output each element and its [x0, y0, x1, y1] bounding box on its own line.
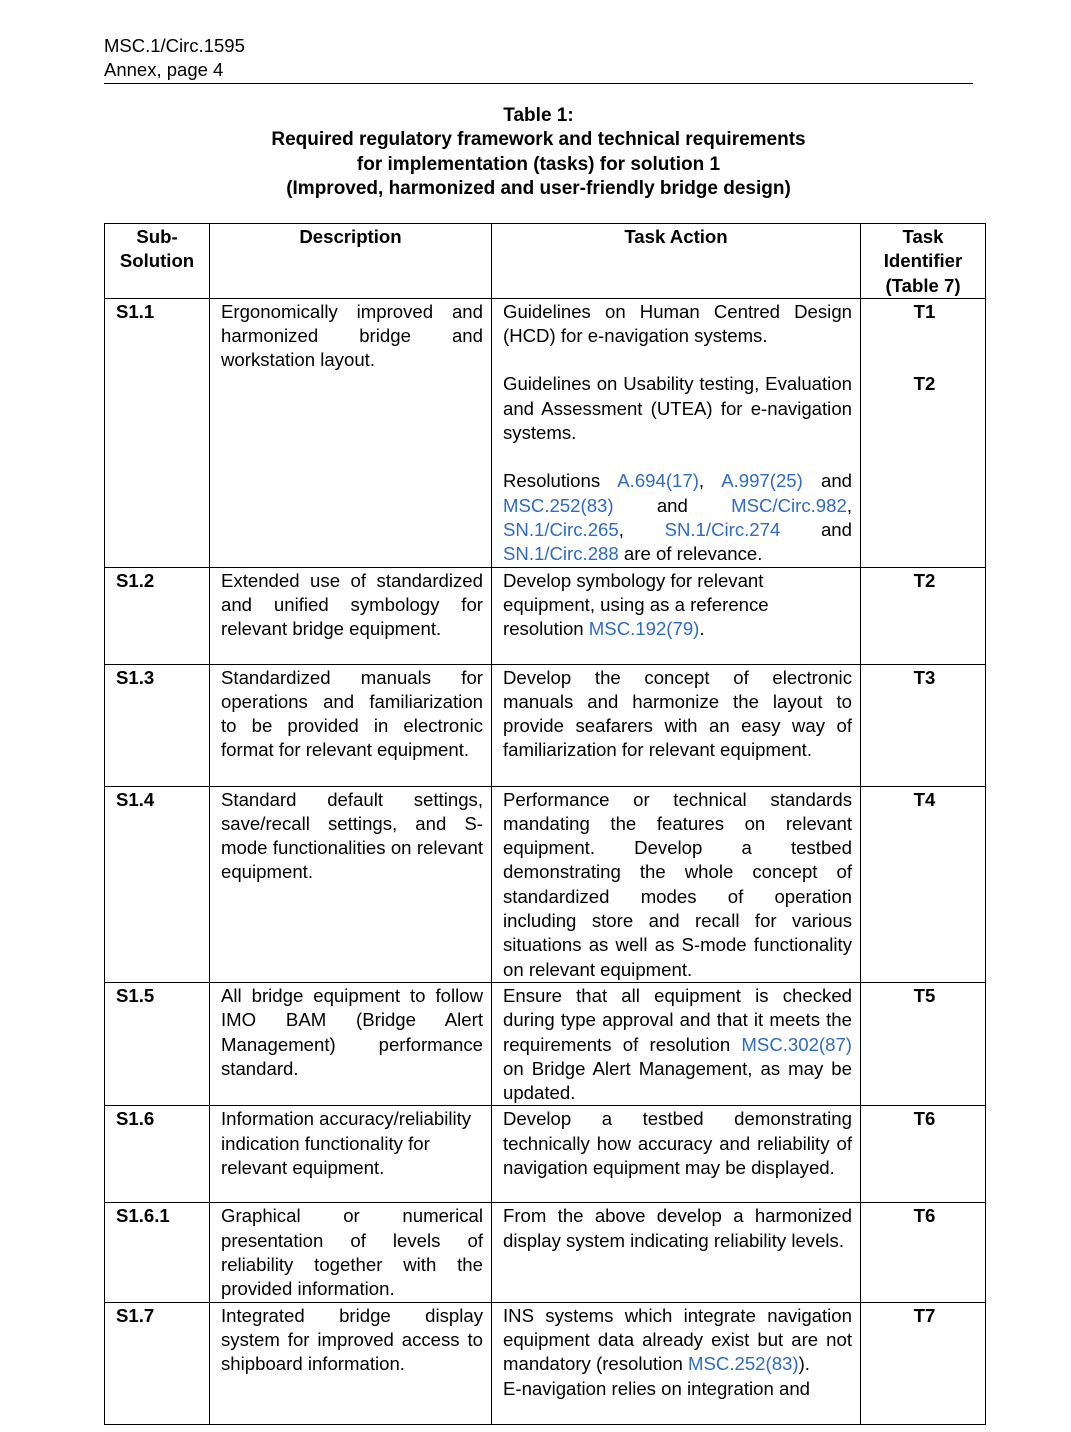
header-rule	[104, 83, 973, 84]
description-cell: Information accuracy/reliability indication functionality for relevant equipment.	[210, 1106, 492, 1203]
column-header-sub-solution: Sub- Solution	[105, 224, 210, 299]
description-cell: Standard default settings, save/recall settings, and S-mode functionalities on relevant equipment.	[210, 786, 492, 982]
description-cell: All bridge equipment to follow IMO BAM (Bridge Alert Management) performance standard.	[210, 982, 492, 1105]
table-title-line-1: Table 1:	[503, 105, 574, 126]
reference-link[interactable]: MSC.252(83)	[688, 1353, 799, 1375]
task-identifier-cell: T1 T2	[861, 298, 986, 567]
task-identifier-cell: T7	[861, 1302, 986, 1424]
reference-link[interactable]: MSC/Circ.982	[731, 494, 847, 516]
sub-solution-cell: S1.5	[105, 982, 210, 1105]
task-action-cell: Develop the concept of electronic manuals and harmonize the layout to provide seafarers with an easy way of familiarization for relevant equipment.	[492, 664, 861, 786]
table-header-row	[105, 224, 986, 299]
sub-solution-cell: S1.6.1	[105, 1203, 210, 1302]
table-row	[105, 1203, 986, 1302]
sub-solution-cell: S1.7	[105, 1302, 210, 1424]
description-cell: Extended use of standardized and unified symbology for relevant bridge equipment.	[210, 567, 492, 664]
task-identifier-cell: T5	[861, 982, 986, 1105]
reference-link[interactable]: MSC.192(79)	[588, 618, 700, 640]
task-action-cell	[492, 298, 861, 567]
table-title-line-2: Required regulatory framework and technical requirements	[271, 129, 806, 151]
column-header-task-action: Task Action	[492, 224, 861, 299]
task-identifier-cell: T6	[861, 1203, 986, 1302]
sub-solution-cell: S1.6	[105, 1106, 210, 1203]
reference-link[interactable]: A.694(17)	[617, 470, 699, 492]
reference-link[interactable]: SN.1/Circ.265	[503, 518, 619, 540]
task-action-cell: Develop symbology for relevant equipment, using as a reference resolution MSC.192(79).	[492, 567, 861, 664]
reference-link[interactable]: SN.1/Circ.274	[664, 518, 781, 540]
task-identifier-cell: T3	[861, 664, 986, 786]
page-reference: Annex, page 4	[104, 59, 224, 80]
description-cell: Integrated bridge display system for improved access to shipboard information.	[210, 1302, 492, 1424]
table-row	[105, 1302, 986, 1424]
sub-solution-cell: S1.3	[105, 664, 210, 786]
document-reference: MSC.1/Circ.1595	[104, 35, 245, 56]
task-identifier-cell: T6	[861, 1106, 986, 1203]
task-action-cell: Performance or technical standards mandating the features on relevant equipment. Develop a testbed demonstrating the whole concept of standardized modes of operation including store and recall for various situations as well as S-mode functionality on relevant equipment.	[492, 786, 861, 982]
column-header-task-identifier: Task Identifier (Table 7)	[861, 224, 986, 299]
task-action-cell: Ensure that all equipment is checked during type approval and that it meets the requirements of resolution MSC.302(87) on Bridge Alert Management, as may be updated.	[492, 982, 861, 1105]
table-title	[104, 104, 973, 202]
task-action-cell: From the above develop a harmonized display system indicating reliability levels.	[492, 1203, 861, 1302]
description-cell: Graphical or numerical presentation of levels of reliability together with the provided information.	[210, 1203, 492, 1302]
task-identifier-cell: T4	[861, 786, 986, 982]
action-paragraph: Guidelines on Human Centred Design (HCD) for e-navigation systems.	[503, 300, 852, 347]
description-cell: Ergonomically improved and harmonized bridge and workstation layout.	[210, 298, 492, 567]
reference-link[interactable]: MSC.252(83)	[503, 494, 614, 516]
action-paragraph: Guidelines on Usability testing, Evaluation and Assessment (UTEA) for e-navigation systems.	[503, 373, 852, 444]
column-header-description: Description	[210, 224, 492, 299]
task-identifier-cell: T2	[861, 567, 986, 664]
sub-solution-cell: S1.1	[105, 298, 210, 567]
table-row	[105, 982, 986, 1105]
table-title-line-4: (Improved, harmonized and user-friendly bridge design)	[286, 178, 791, 200]
table-row	[105, 298, 986, 567]
sub-solution-cell: S1.4	[105, 786, 210, 982]
requirements-table	[104, 223, 986, 1425]
action-paragraph: Resolutions A.694(17), A.997(25) and MSC.252(83) and MSC/Circ.982, SN.1/Circ.265, SN.1/Circ.274 and SN.1/Circ.288 are of relevance.	[503, 470, 852, 565]
table-title-line-3: for implementation (tasks) for solution 1	[356, 153, 721, 175]
table-row	[105, 1106, 986, 1203]
sub-solution-cell: S1.2	[105, 567, 210, 664]
reference-link[interactable]: SN.1/Circ.288	[503, 543, 619, 565]
task-action-cell: INS systems which integrate navigation equipment data already exist but are not mandatory (resolution MSC.252(83)). E-navigation relies on integration and	[492, 1302, 861, 1424]
table-row	[105, 567, 986, 664]
table-row	[105, 786, 986, 982]
reference-link[interactable]: A.997(25)	[721, 470, 803, 492]
task-action-cell: Develop a testbed demonstrating technically how accuracy and reliability of navigation equipment may be displayed.	[492, 1106, 861, 1203]
page-header	[104, 34, 973, 82]
reference-link[interactable]: MSC.302(87)	[741, 1033, 852, 1055]
table-row	[105, 664, 986, 786]
description-cell: Standardized manuals for operations and familiarization to be provided in electronic format for relevant equipment.	[210, 664, 492, 786]
